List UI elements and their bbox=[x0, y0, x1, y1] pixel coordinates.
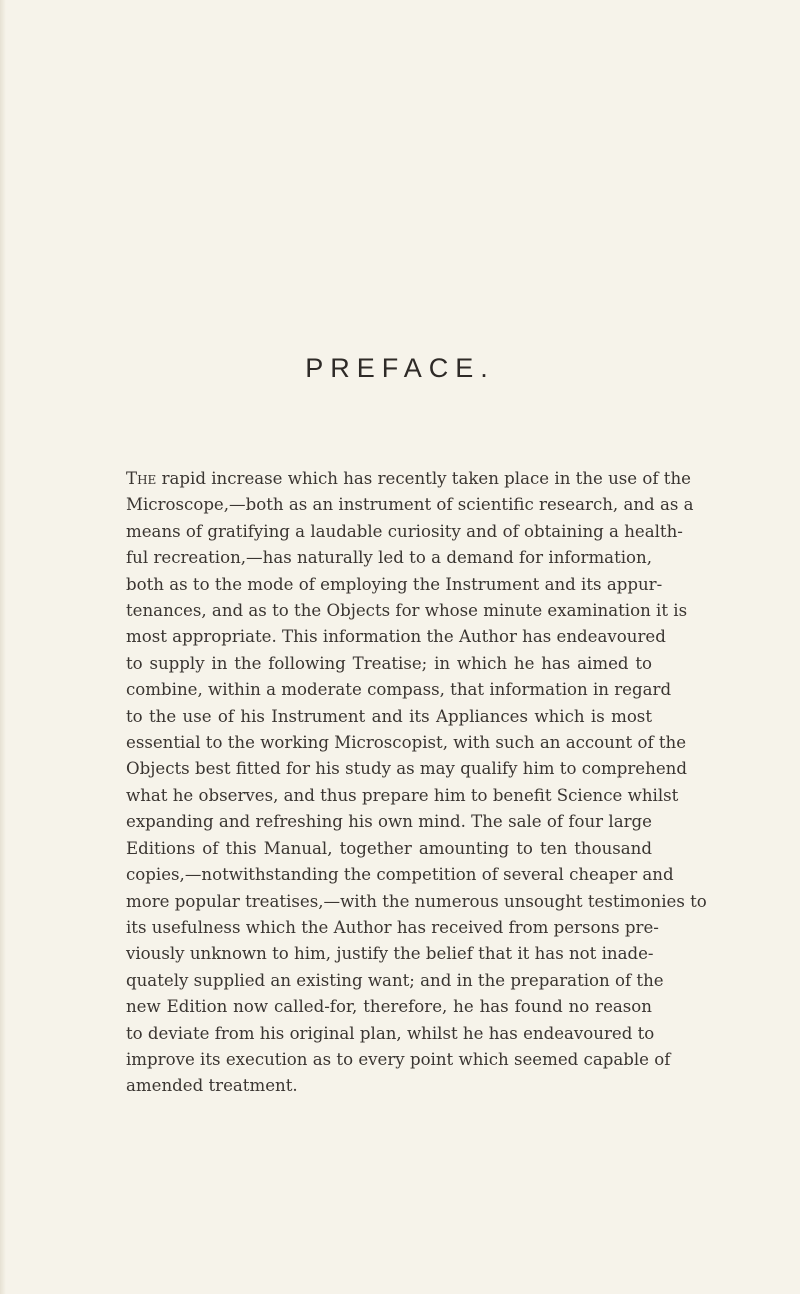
preface-paragraph bbox=[126, 466, 707, 1100]
lead-word: The bbox=[126, 469, 157, 488]
text-line: means of gratifying a laudable curiosity and of obtaining a health- bbox=[126, 521, 683, 541]
text-line: what he observes, and thus prepare him to benefit Science whilst bbox=[126, 785, 679, 805]
text-line: more popular treatises,—with the numerous unsought testimonies to bbox=[126, 891, 707, 911]
text-line: most appropriate. This information the Author has endeavoured bbox=[126, 627, 666, 647]
text-line: improve its execution as to every point which seemed capable of bbox=[126, 1049, 671, 1069]
text-line: amended treatment. bbox=[126, 1076, 298, 1096]
text-line: to supply in the following Treatise; in which he has aimed to bbox=[126, 653, 652, 673]
text-line: both as to the mode of employing the Instrument and its appur- bbox=[126, 574, 663, 594]
text-line: viously unknown to him, justify the belief that it has not inade- bbox=[126, 944, 654, 964]
text-line: Objects best fitted for his study as may qualify him to comprehend bbox=[126, 759, 687, 779]
text-line: essential to the working Microscopist, with such an account of the bbox=[126, 733, 687, 753]
text-line: The rapid increase which has recently taken place in the use of the bbox=[126, 469, 691, 488]
text-line: combine, within a moderate compass, that information in regard bbox=[126, 680, 672, 700]
text-line: expanding and refreshing his own mind. The sale of four large bbox=[126, 812, 652, 832]
page-edge-shadow bbox=[0, 0, 6, 1294]
text-line: to the use of his Instrument and its Appliances which is most bbox=[126, 706, 652, 726]
text-line: Editions of this Manual, together amounting to ten thousand bbox=[126, 838, 652, 858]
text-line: Microscope,—both as an instrument of scientific research, and as a bbox=[126, 495, 694, 515]
text-line: its usefulness which the Author has received from persons pre- bbox=[126, 917, 659, 937]
text-line: quately supplied an existing want; and in the preparation of the bbox=[126, 970, 664, 990]
text-line: new Edition now called-for, therefore, he has found no reason bbox=[126, 997, 652, 1017]
text-line: tenances, and as to the Objects for whose minute examination it is bbox=[126, 601, 688, 621]
text-line: to deviate from his original plan, whilst he has endeavoured to bbox=[126, 1023, 655, 1043]
page-title: PREFACE. bbox=[305, 353, 495, 383]
text-line: ful recreation,—has naturally led to a demand for information, bbox=[126, 548, 652, 568]
text-line: copies,—notwithstanding the competition of several cheaper and bbox=[126, 865, 674, 885]
